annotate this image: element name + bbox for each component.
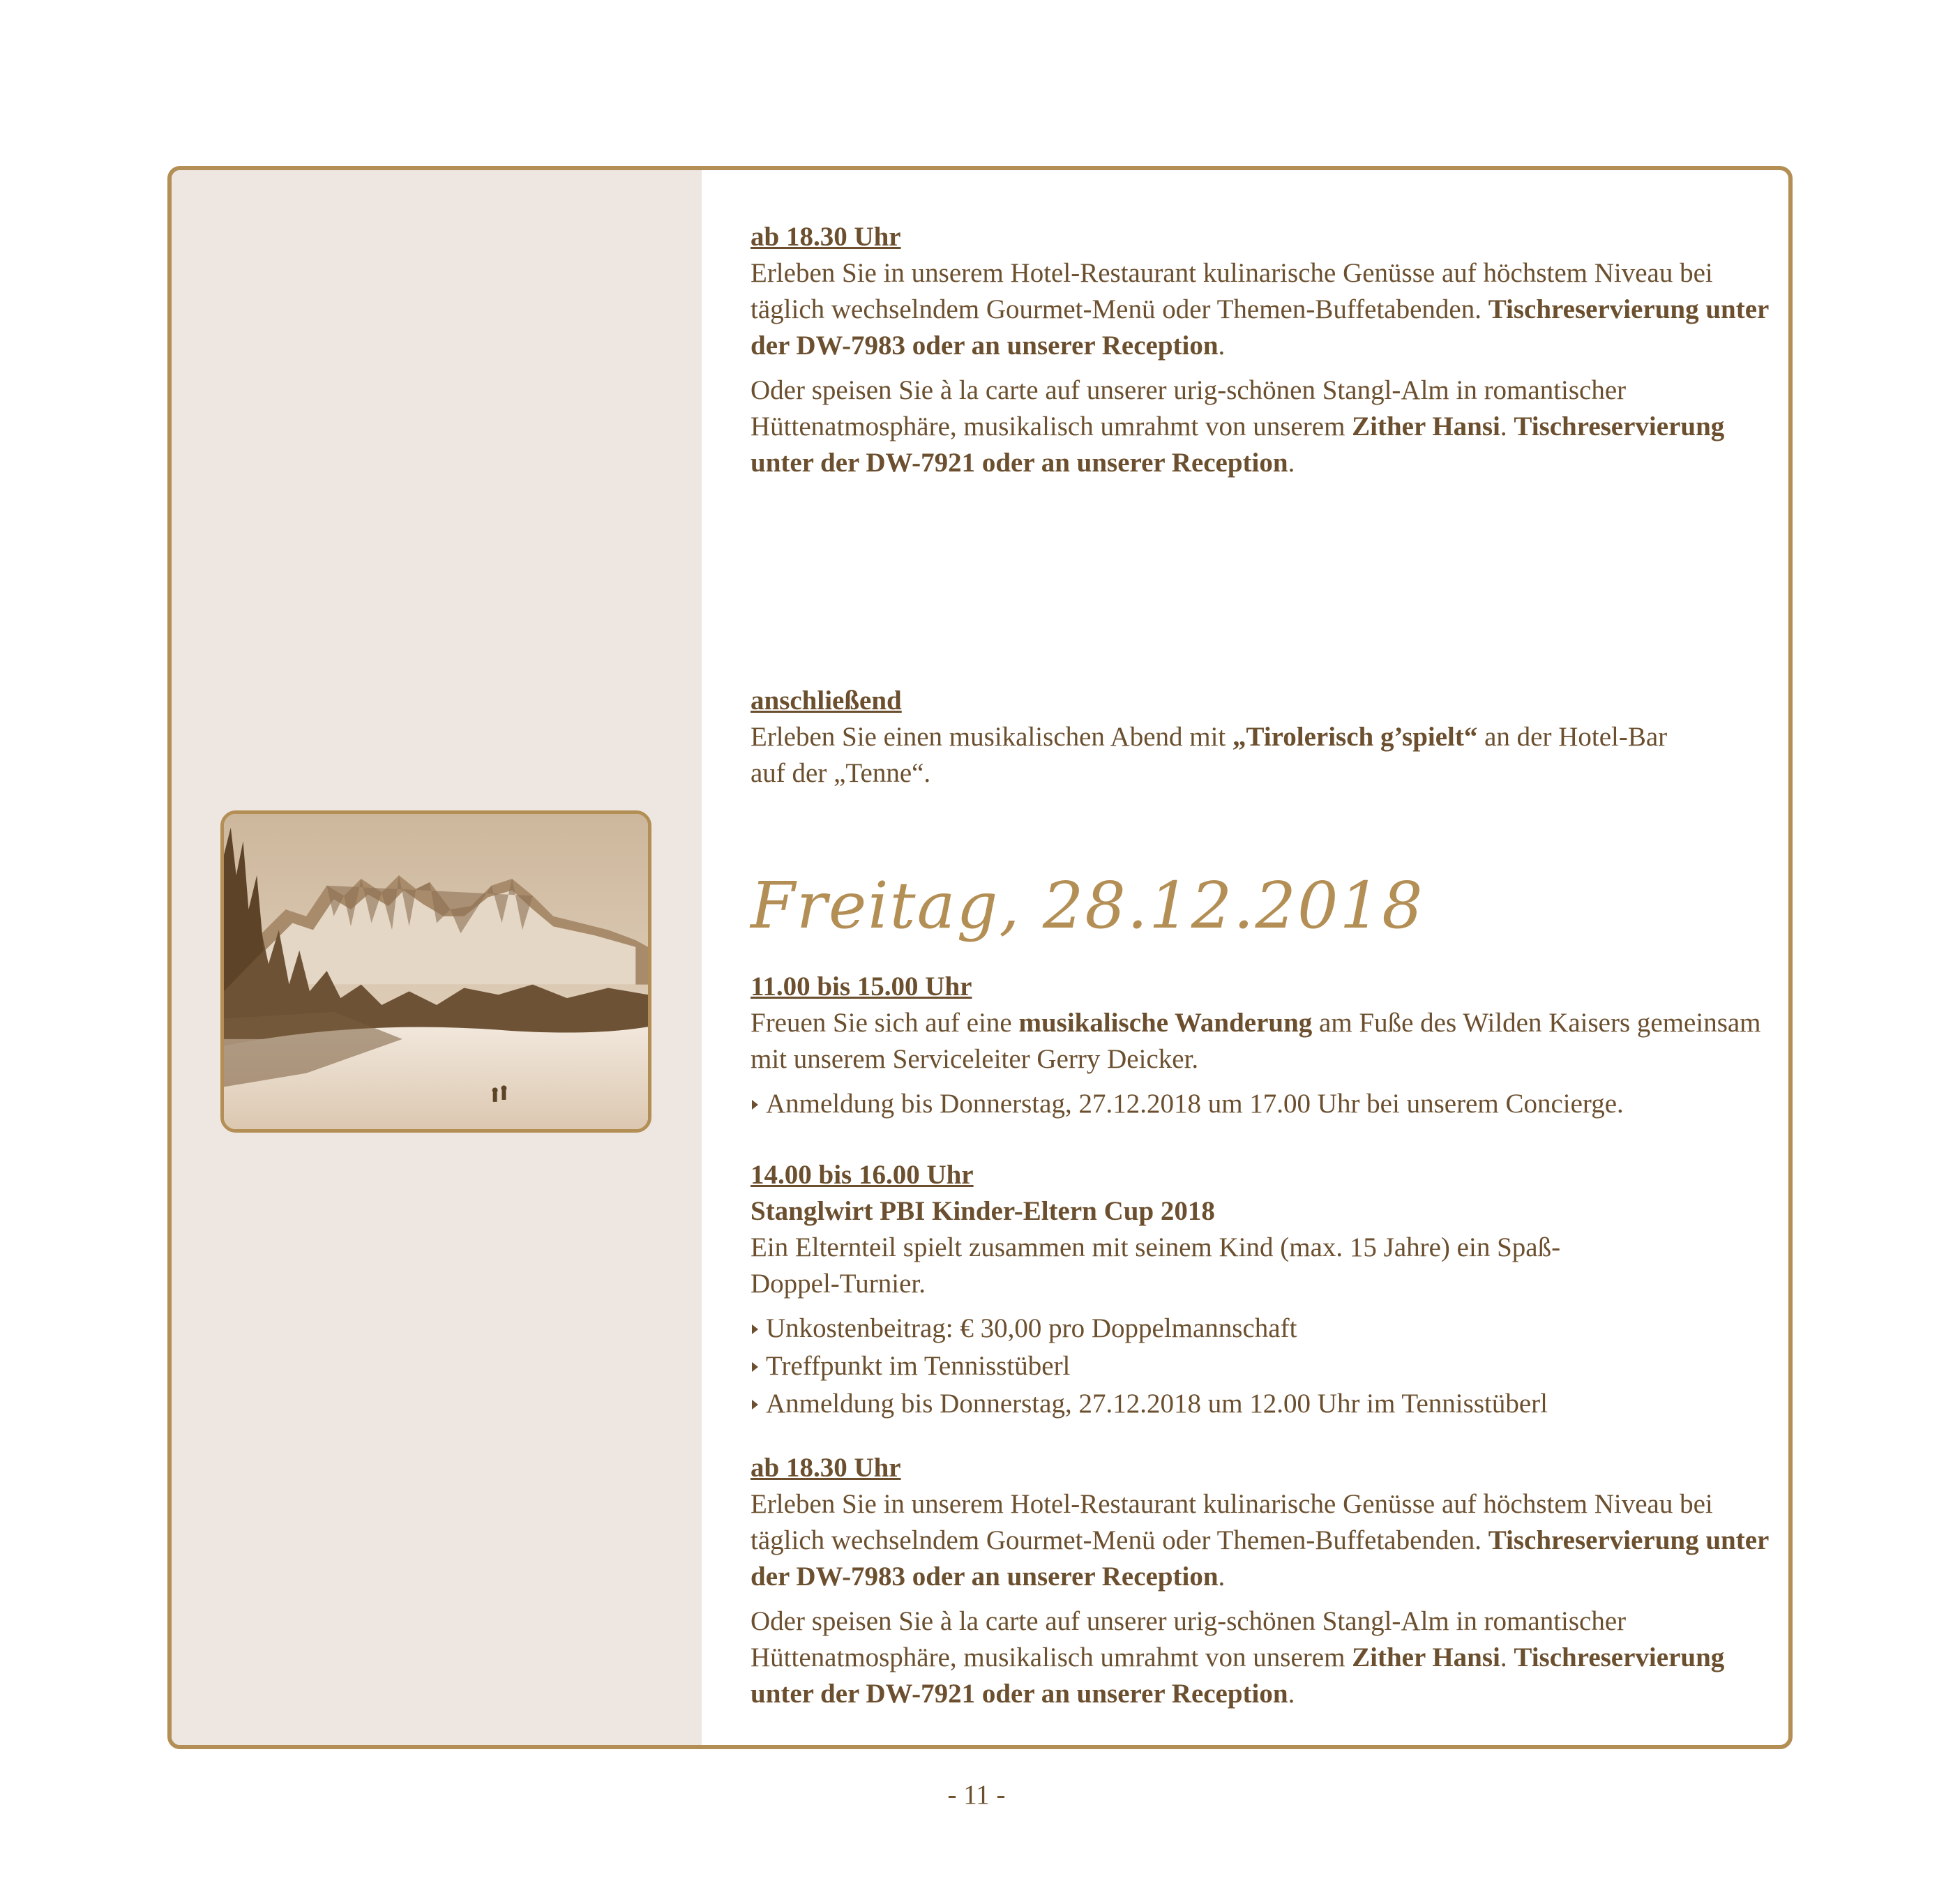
paragraph-text: Freuen Sie sich auf eine bbox=[751, 1008, 1019, 1038]
paragraph: Oder speisen Sie à la carte auf unserer urig-schönen Stangl-Alm in romantischer Hüttenatmosphäre, musikalisch umrahmt von unserem Zither Hansi. Tischreservierung unter der DW-7921 oder an unserer Reception. bbox=[751, 1606, 1725, 1709]
event-title: Stanglwirt PBI Kinder-Eltern Cup 2018 bbox=[751, 1196, 1215, 1226]
paragraph-text: Erleben Sie einen musikalischen Abend mit bbox=[751, 722, 1233, 752]
event-name: musikalische Wanderung bbox=[1018, 1008, 1313, 1038]
time-heading: ab 18.30 Uhr bbox=[751, 1453, 901, 1483]
time-heading: 11.00 bis 15.00 Uhr bbox=[751, 972, 972, 1002]
paragraph-text: Erleben Sie in unserem Hotel-Restaurant kulinarische Genüsse auf höchstem Niveau bei täglich wechselndem Gourmet-Menü oder Themen-Buffetabenden. bbox=[751, 1489, 1713, 1555]
reservation-text: Tischreservierung unter der DW-7983 oder an unserer Reception bbox=[751, 294, 1769, 361]
mountain-photo bbox=[220, 810, 651, 1133]
paragraph: Erleben Sie in unserem Hotel-Restaurant kulinarische Genüsse auf höchstem Niveau bei täglich wechselndem Gourmet-Menü oder Themen-Buffetabenden. Tischreservierung unter der DW-7983 oder an unserer Reception. bbox=[751, 1489, 1769, 1592]
reservation-text: Tischreservierung unter der DW-7921 oder an unserer Reception bbox=[751, 411, 1725, 478]
paragraph-text: am Fuße des Wilden Kaisers gemeinsam mit unserem Serviceleiter Gerry Deicker. bbox=[751, 1008, 1761, 1074]
paragraph: Oder speisen Sie à la carte auf unserer urig-schönen Stangl-Alm in romantischer Hüttenatmosphäre, musikalisch umrahmt von unserem Zither Hansi. Tischreservierung unter der DW-7921 oder an unserer Reception. bbox=[751, 375, 1725, 478]
paragraph-text: Oder speisen Sie à la carte auf unserer urig-schönen Stangl-Alm in romantischer Hüttenatmosphäre, musikalisch umrahmt von unserem bbox=[751, 1606, 1627, 1672]
event-name: „Tirolerisch g’spielt“ bbox=[1232, 722, 1478, 752]
performer-name: Zither Hansi bbox=[1352, 411, 1500, 441]
time-heading: ab 18.30 Uhr bbox=[751, 222, 901, 252]
bullet-list bbox=[751, 1310, 1769, 1422]
section-evening-1 bbox=[751, 683, 1769, 792]
performer-name: Zither Hansi bbox=[1352, 1642, 1500, 1672]
paragraph: Erleben Sie in unserem Hotel-Restaurant kulinarische Genüsse auf höchstem Niveau bei täglich wechselndem Gourmet-Menü oder Themen-Buffetabenden. Tischreservierung unter der DW-7983 oder an unserer Reception. bbox=[751, 258, 1769, 361]
paragraph-text: Erleben Sie in unserem Hotel-Restaurant kulinarische Genüsse auf höchstem Niveau bei täglich wechselndem Gourmet-Menü oder Themen-Buffetabenden. bbox=[751, 258, 1713, 324]
list-item: Unkostenbeitrag: € 30,00 pro Doppelmannschaft bbox=[751, 1310, 1769, 1347]
reservation-text: Tischreservierung unter der DW-7983 oder an unserer Reception bbox=[751, 1525, 1769, 1592]
list-item: Anmeldung bis Donnerstag, 27.12.2018 um 12.00 Uhr im Tennisstüberl bbox=[751, 1386, 1769, 1422]
paragraph-text: an der Hotel-Bar auf der „Tenne“. bbox=[751, 722, 1668, 788]
section-hike bbox=[751, 969, 1769, 1122]
day-heading: Freitag, 28.12.2018 bbox=[751, 868, 1424, 943]
section-dinner-1 bbox=[751, 219, 1769, 481]
time-heading: anschließend bbox=[751, 686, 902, 716]
mountain-landscape-image bbox=[224, 814, 648, 1129]
reservation-text: Tischreservierung unter der DW-7921 oder an unserer Reception bbox=[751, 1642, 1725, 1709]
paragraph: Ein Elternteil spielt zusammen mit seinem Kind (max. 15 Jahre) ein Spaß-Doppel-Turnier. bbox=[751, 1232, 1561, 1299]
paragraph bbox=[751, 1005, 1769, 1078]
time-heading: 14.00 bis 16.00 Uhr bbox=[751, 1160, 974, 1190]
list-item: Treffpunkt im Tennisstüberl bbox=[751, 1348, 1769, 1384]
paragraph-text: Oder speisen Sie à la carte auf unserer urig-schönen Stangl-Alm in romantischer Hüttenatmosphäre, musikalisch umrahmt von unserem bbox=[751, 375, 1627, 441]
page-number: - 11 - bbox=[947, 1780, 1006, 1810]
bullet-list bbox=[751, 1086, 1769, 1122]
section-dinner-2 bbox=[751, 1450, 1769, 1712]
section-tennis-cup bbox=[751, 1157, 1769, 1422]
paragraph bbox=[751, 719, 1685, 792]
sidebar-panel bbox=[172, 170, 702, 1745]
content-frame bbox=[167, 166, 1793, 1749]
list-item: Anmeldung bis Donnerstag, 27.12.2018 um 17.00 Uhr bei unserem Concierge. bbox=[751, 1086, 1769, 1122]
